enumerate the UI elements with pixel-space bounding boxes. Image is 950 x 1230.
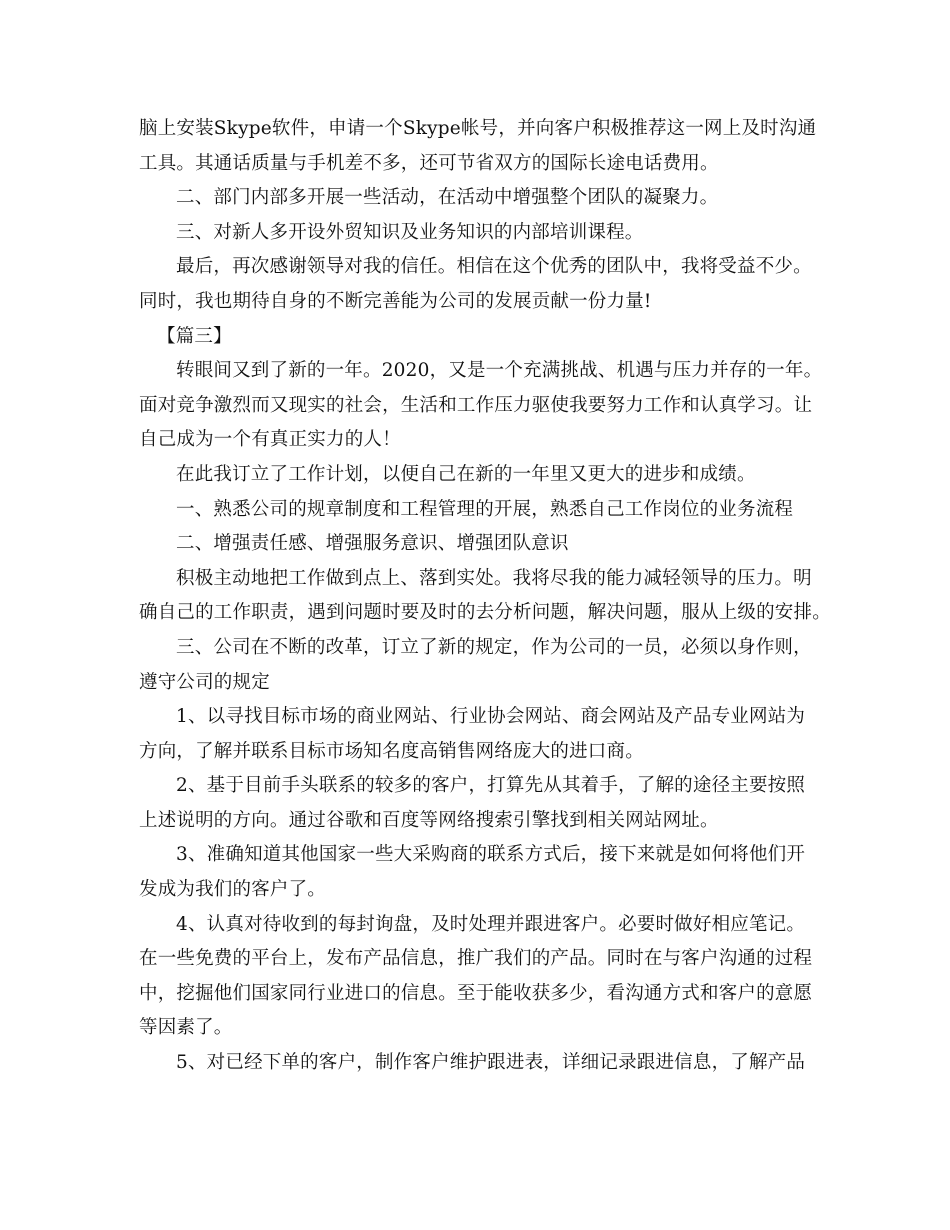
text-line: 工具。其通话质量与手机差不多，还可节省双方的国际长途电话费用。 [139, 152, 719, 174]
text-line: 同时，我也期待自身的不断完善能为公司的发展贡献一份力量! [139, 290, 652, 312]
section-heading: 【篇三】 [157, 325, 232, 347]
document-body [139, 112, 831, 1081]
text-line: 在此我订立了工作计划，以便自己在新的一年里又更大的进步和成绩。 [176, 463, 756, 485]
text-line: 转眼间又到了新的一年。2020，又是一个充满挑战、机遇与压力并存的一年。 [176, 360, 823, 382]
text-line: 遵守公司的规定 [139, 671, 270, 693]
text-line: 二、增强责任感、增强服务意识、增强团队意识 [176, 533, 569, 555]
text-line: 面对竞争激烈而又现实的社会，生活和工作压力驱使我要努力工作和认真学习。让 [139, 394, 813, 416]
text-line: 一、熟悉公司的规章制度和工程管理的开展，熟悉自己工作岗位的业务流程 [176, 498, 794, 520]
text-line: 三、对新人多开设外贸知识及业务知识的内部培训课程。 [176, 221, 644, 243]
text-line: 三、公司在不断的改革，订立了新的规定，作为公司的一员，必须以身作则， [176, 636, 812, 658]
text-line: 3、准确知道其他国家一些大采购商的联系方式后，接下来就是如何将他们开 [176, 844, 806, 866]
text-line: 上述说明的方向。通过谷歌和百度等网络搜索引擎找到相关网站网址。 [139, 809, 719, 831]
text-line: 发成为我们的客户了。 [139, 879, 327, 901]
text-line: 二、部门内部多开展一些活动，在活动中增强整个团队的凝聚力。 [176, 187, 719, 209]
text-line: 积极主动地把工作做到点上、落到实处。我将尽我的能力减轻领导的压力。明 [176, 567, 812, 589]
text-line: 最后，再次感谢领导对我的信任。相信在这个优秀的团队中，我将受益不少。 [176, 256, 812, 278]
text-line: 等因素了。 [139, 1017, 233, 1039]
text-line: 1、以寻找目标市场的商业网站、行业协会网站、商会网站及产品专业网站为 [176, 706, 806, 728]
text-line: 在一些免费的平台上，发布产品信息，推广我们的产品。同时在与客户沟通的过程 [139, 948, 813, 970]
text-line: 5、对已经下单的客户，制作客户维护跟进表，详细记录跟进信息，了解产品 [176, 1052, 806, 1074]
text-line: 脑上安装Skype软件，申请一个Skype帐号，并向客户积极推荐这一网上及时沟通 [139, 118, 817, 139]
text-line: 方向，了解并联系目标市场知名度高销售网络庞大的进口商。 [139, 740, 644, 762]
text-line: 中，挖掘他们国家同行业进口的信息。至于能收获多少，看沟通方式和客户的意愿 [139, 982, 813, 1004]
text-line: 确自己的工作职责，遇到问题时要及时的去分析问题，解决问题，服从上级的安排。 [139, 602, 831, 624]
text-line: 4、认真对待收到的每封询盘，及时处理并跟进客户。必要时做好相应笔记。 [176, 913, 806, 935]
text-line: 2、基于目前手头联系的较多的客户，打算先从其着手，了解的途径主要按照 [176, 775, 806, 797]
text-line: 自己成为一个有真正实力的人！ [139, 429, 401, 451]
